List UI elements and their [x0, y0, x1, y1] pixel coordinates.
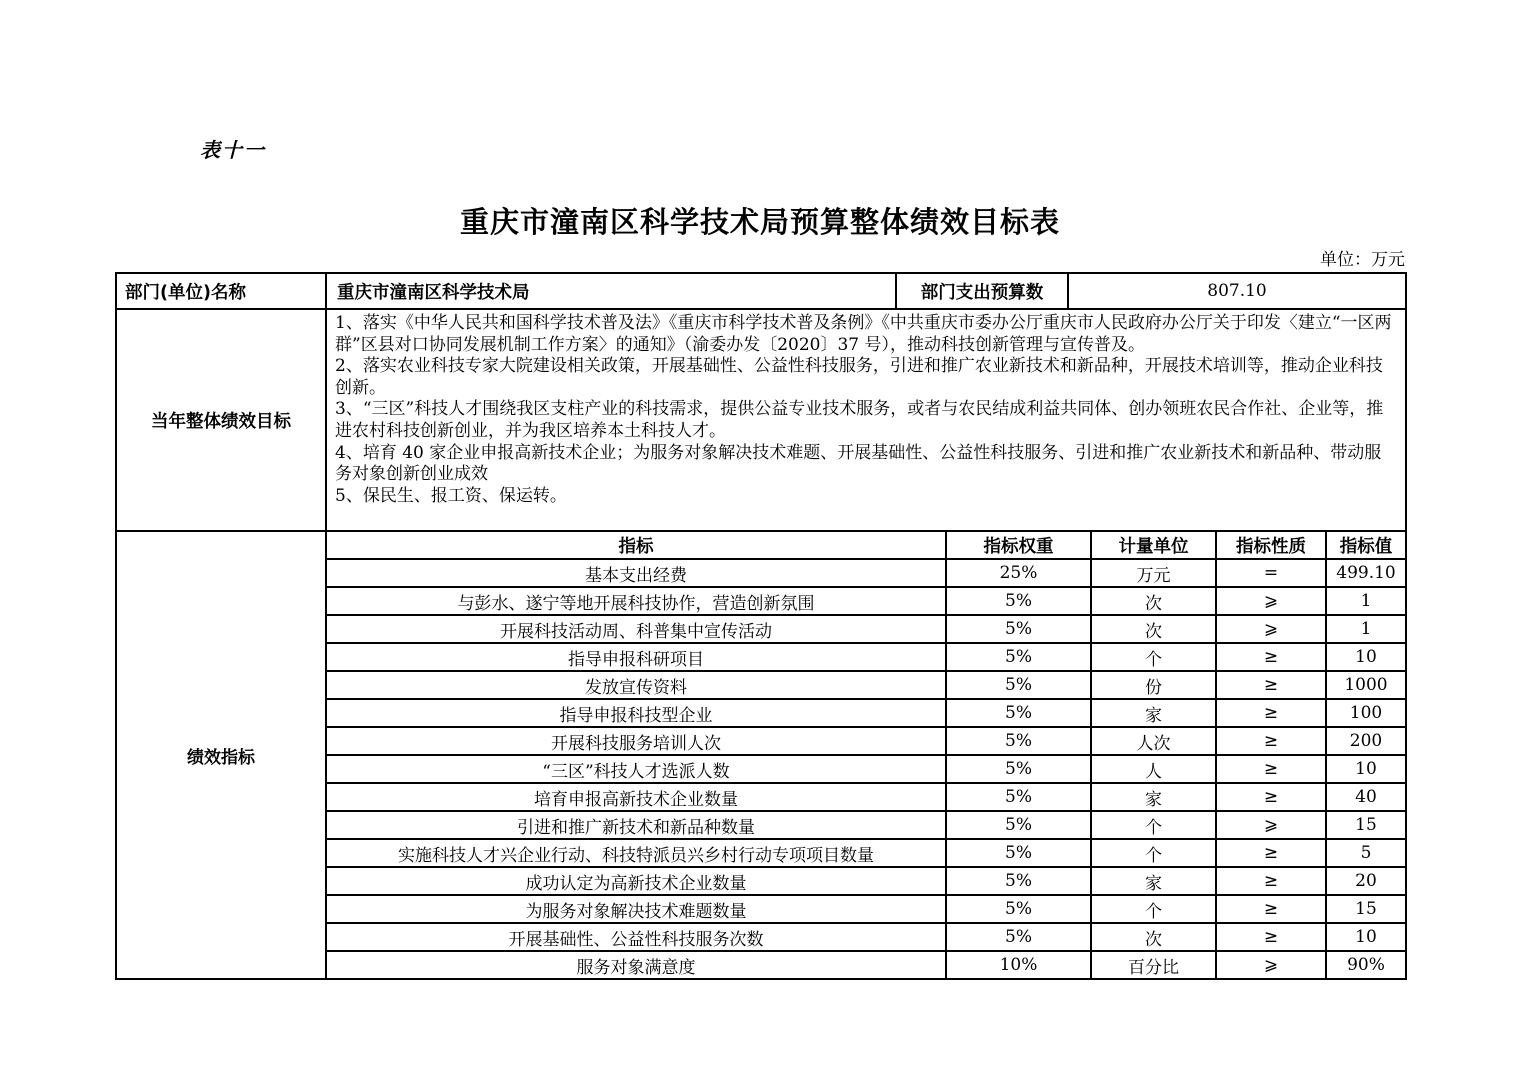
- indicator-value: 90%: [1326, 951, 1406, 979]
- dept-name-label: 部门(单位)名称: [116, 273, 326, 309]
- indicator-nature: ≥: [1216, 839, 1326, 867]
- info-row: [116, 273, 1406, 309]
- dept-name-value: 重庆市潼南区科学技术局: [326, 273, 896, 309]
- indicator-nature: ⩾: [1216, 615, 1326, 643]
- indicator-value: 5: [1326, 839, 1406, 867]
- indicator-weight: 5%: [946, 643, 1091, 671]
- page-title: 重庆市潼南区科学技术局预算整体绩效目标表: [459, 205, 1060, 239]
- col-header-weight: 指标权重: [946, 531, 1091, 559]
- indicator-unit: 万元: [1091, 559, 1216, 587]
- info-table: [115, 272, 1407, 310]
- indicator-nature: =: [1216, 559, 1326, 587]
- indicator-value: 10: [1326, 923, 1406, 951]
- goals-row: [116, 309, 1406, 531]
- indicator-name: 实施科技人才兴企业行动、科技特派员兴乡村行动专项项目数量: [326, 839, 946, 867]
- indicator-value: 499.10: [1326, 559, 1406, 587]
- goal-item: 5、保民生、报工资、保运转。: [335, 485, 567, 506]
- indicator-weight: 5%: [946, 783, 1091, 811]
- indicator-unit: 个: [1091, 811, 1216, 839]
- goals-table: [115, 308, 1407, 532]
- unit-note: 单位：万元: [1320, 250, 1405, 270]
- indicator-nature: ≥: [1216, 895, 1326, 923]
- indicator-nature: ≥: [1216, 727, 1326, 755]
- col-header-unit: 计量单位: [1091, 531, 1216, 559]
- indicator-name: 基本支出经费: [326, 559, 946, 587]
- indicator-name: 引进和推广新技术和新品种数量: [326, 811, 946, 839]
- indicator-name: 服务对象满意度: [326, 951, 946, 979]
- indicator-name: 培育申报高新技术企业数量: [326, 783, 946, 811]
- indicator-weight: 5%: [946, 615, 1091, 643]
- indicator-name: 指导申报科技型企业: [326, 699, 946, 727]
- indicator-name: 发放宣传资料: [326, 671, 946, 699]
- indicator-name: “三区”科技人才选派人数: [326, 755, 946, 783]
- indicator-header-row: [116, 531, 1406, 559]
- goal-item: 3、“三区”科技人才围绕我区支柱产业的科技需求，提供公益专业技术服务，或者与农民结成利益共同体、创办领班农民合作社、企业等，推进农村科技创新创业，并为我区培养本土科技人才。: [335, 399, 1384, 441]
- indicator-nature: ≥: [1216, 867, 1326, 895]
- indicators-table: [115, 530, 1407, 980]
- indicator-unit: 份: [1091, 671, 1216, 699]
- indicator-name: 开展科技服务培训人次: [326, 727, 946, 755]
- indicator-weight: 5%: [946, 923, 1091, 951]
- indicator-nature: ≥: [1216, 783, 1326, 811]
- indicator-nature: ≥: [1216, 643, 1326, 671]
- indicator-unit: 家: [1091, 867, 1216, 895]
- indicator-unit: 次: [1091, 923, 1216, 951]
- indicator-value: 1000: [1326, 671, 1406, 699]
- indicator-weight: 5%: [946, 839, 1091, 867]
- indicator-nature: ≥: [1216, 755, 1326, 783]
- indicator-unit: 个: [1091, 643, 1216, 671]
- col-header-indicator: 指标: [326, 531, 946, 559]
- indicator-weight: 5%: [946, 671, 1091, 699]
- indicator-unit: 次: [1091, 615, 1216, 643]
- indicator-value: 200: [1326, 727, 1406, 755]
- indicator-value: 15: [1326, 811, 1406, 839]
- indicator-weight: 25%: [946, 559, 1091, 587]
- indicator-weight: 5%: [946, 895, 1091, 923]
- indicator-weight: 5%: [946, 699, 1091, 727]
- indicator-name: 成功认定为高新技术企业数量: [326, 867, 946, 895]
- budget-value: 807.10: [1068, 273, 1406, 309]
- indicator-unit: 个: [1091, 895, 1216, 923]
- indicator-name: 与彭水、遂宁等地开展科技协作，营造创新氛围: [326, 587, 946, 615]
- indicator-unit: 百分比: [1091, 951, 1216, 979]
- indicator-unit: 次: [1091, 587, 1216, 615]
- indicator-value: 15: [1326, 895, 1406, 923]
- indicator-value: 40: [1326, 783, 1406, 811]
- indicator-value: 10: [1326, 643, 1406, 671]
- col-header-value: 指标值: [1326, 531, 1406, 559]
- indicator-weight: 10%: [946, 951, 1091, 979]
- indicator-name: 指导申报科研项目: [326, 643, 946, 671]
- indicator-unit: 个: [1091, 839, 1216, 867]
- indicator-name: 开展科技活动周、科普集中宣传活动: [326, 615, 946, 643]
- indicator-weight: 5%: [946, 755, 1091, 783]
- budget-performance-table: [115, 272, 1405, 980]
- indicator-weight: 5%: [946, 587, 1091, 615]
- indicator-nature: ⩾: [1216, 587, 1326, 615]
- goal-item: 1、落实《中华人民共和国科学技术普及法》《重庆市科学技术普及条例》《中共重庆市委办公厅重庆市人民政府办公厅关于印发〈建立“一区两群”区县对口协同发展机制工作方案〉的通知》（渝委办发〔2020〕37 号），推动科技创新管理与宣传普及。: [335, 313, 1392, 355]
- indicator-name: 为服务对象解决技术难题数量: [326, 895, 946, 923]
- indicator-value: 10: [1326, 755, 1406, 783]
- indicator-unit: 人次: [1091, 727, 1216, 755]
- indicators-label: 绩效指标: [116, 531, 326, 979]
- indicator-weight: 5%: [946, 867, 1091, 895]
- indicator-rows: [116, 531, 1406, 979]
- indicator-value: 1: [1326, 587, 1406, 615]
- indicator-weight: 5%: [946, 811, 1091, 839]
- budget-label: 部门支出预算数: [896, 273, 1068, 309]
- col-header-nature: 指标性质: [1216, 531, 1326, 559]
- indicator-nature: ⩾: [1216, 811, 1326, 839]
- indicator-value: 1: [1326, 615, 1406, 643]
- indicator-value: 20: [1326, 867, 1406, 895]
- goal-item: 4、培育 40 家企业申报高新技术企业；为服务对象解决技术难题、开展基础性、公益性科技服务、引进和推广农业新技术和新品种、带动服务对象创新创业成效: [335, 442, 1382, 485]
- indicator-nature: ⩾: [1216, 951, 1326, 979]
- indicator-nature: ≥: [1216, 699, 1326, 727]
- indicator-unit: 家: [1091, 783, 1216, 811]
- indicator-nature: ≥: [1216, 923, 1326, 951]
- indicator-value: 100: [1326, 699, 1406, 727]
- indicator-weight: 5%: [946, 727, 1091, 755]
- indicator-unit: 家: [1091, 699, 1216, 727]
- indicator-nature: ≥: [1216, 671, 1326, 699]
- document-tag: 表十一: [200, 138, 266, 162]
- goals-text: [326, 309, 1406, 531]
- goal-item: 2、落实农业科技专家大院建设相关政策，开展基础性、公益性科技服务，引进和推广农业新技术和新品种，开展技术培训等，推动企业科技创新。: [335, 356, 1383, 398]
- goals-label: 当年整体绩效目标: [116, 309, 326, 531]
- indicator-name: 开展基础性、公益性科技服务次数: [326, 923, 946, 951]
- indicator-unit: 人: [1091, 755, 1216, 783]
